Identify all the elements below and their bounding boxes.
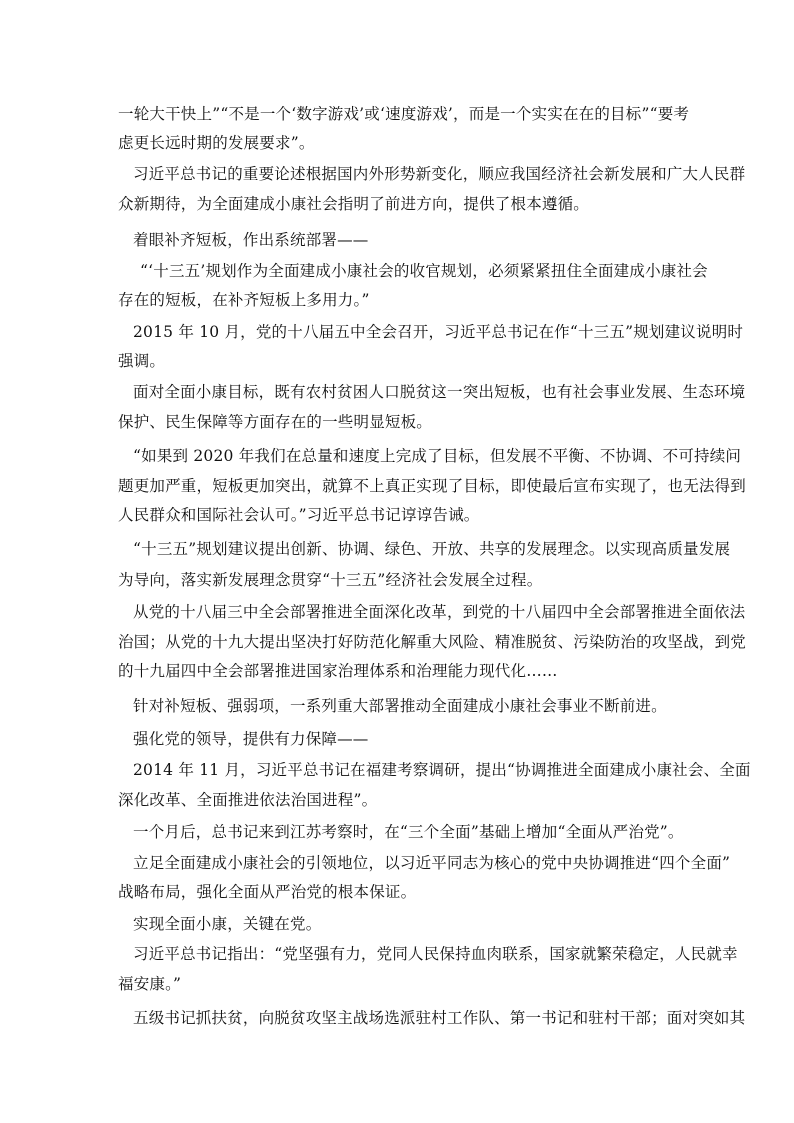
text-line: 治国；从党的十九大提出坚决打好防范化解重大风险、精准脱贫、污染防治的攻坚战，到党 xyxy=(118,633,747,651)
text-line: 保护、民生保障等方面存在的一些明显短板。 xyxy=(118,413,433,431)
text-line: 着眼补齐短板，作出系统部署—— xyxy=(133,231,369,249)
text-line: 习近平总书记指出：“党坚强有力，党同人民保持血肉联系，国家就繁荣稳定，人民就幸 xyxy=(133,945,738,963)
text-line: “十三五”规划建议提出创新、协调、绿色、开放、共享的发展理念。以实现高质量发展 xyxy=(133,540,731,558)
text-line: 为导向，落实新发展理念贯穿“十三五”经济社会发展全过程。 xyxy=(118,571,543,589)
text-line: 2015 年 10 月，党的十八届五中全会召开，习近平总书记在作“十三五”规划建议说明时 xyxy=(133,323,744,341)
text-line: “如果到 2020 年我们在总量和速度上完成了目标，但发展不平衡、不协调、不可持续问 xyxy=(133,447,742,465)
text-line: 一个月后，总书记来到江苏考察时，在“三个全面”基础上增加“全面从严治党”。 xyxy=(133,823,684,841)
text-line: 强调。 xyxy=(118,352,166,370)
text-line: 虑更长远时期的发展要求”。 xyxy=(118,134,315,152)
text-line: 战略布局，强化全面从严治党的根本保证。 xyxy=(118,883,417,901)
text-line: 众新期待，为全面建成小康社会指明了前进方向，提供了根本遵循。 xyxy=(118,195,590,213)
text-line: 一轮大干快上”“不是一个‘数字游戏’或‘速度游戏’，而是一个实实在在的目标”“要考 xyxy=(118,105,690,123)
text-line: 人民群众和国际社会认可。”习近平总书记谆谆告诫。 xyxy=(118,506,480,524)
text-line: 实现全面小康，关键在党。 xyxy=(133,915,322,933)
text-line: 从党的十八届三中全会部署推进全面深化改革，到党的十八届四中全会部署推进全面依法 xyxy=(133,603,746,621)
text-line: 强化党的领导，提供有力保障—— xyxy=(133,730,369,748)
text-line: “‘十三五’规划作为全面建成小康社会的收官规划，必须紧紧扭住全面建成小康社会 xyxy=(140,262,708,280)
text-line: 五级书记抓扶贫，向脱贫攻坚主战场选派驻村工作队、第一书记和驻村干部；面对突如其 xyxy=(133,1009,746,1027)
text-line: 立足全面建成小康社会的引领地位，以习近平同志为核心的党中央协调推进“四个全面” xyxy=(133,854,731,872)
text-line: 存在的短板，在补齐短板上多用力。” xyxy=(118,291,370,309)
text-line: 深化改革、全面推进依法治国进程”。 xyxy=(118,791,378,809)
text-line: 的十九届四中全会部署推进国家治理体系和治理能力现代化…… xyxy=(118,662,558,680)
text-line: 习近平总书记的重要论述根据国内外形势新变化，顺应我国经济社会新发展和广大人民群 xyxy=(133,165,746,183)
text-line: 面对全面小康目标，既有农村贫困人口脱贫这一突出短板，也有社会事业发展、生态环境 xyxy=(133,383,746,401)
text-line: 福安康。” xyxy=(118,975,182,993)
text-line: 题更加严重，短板更加突出，就算不上真正实现了目标，即使最后宣布实现了，也无法得到 xyxy=(118,477,747,495)
text-line: 2014 年 11 月，习近平总书记在福建考察调研，提出“协调推进全面建成小康社会、全面 xyxy=(133,761,751,779)
text-line: 针对补短板、强弱项，一系列重大部署推动全面建成小康社会事业不断前进。 xyxy=(133,697,667,715)
